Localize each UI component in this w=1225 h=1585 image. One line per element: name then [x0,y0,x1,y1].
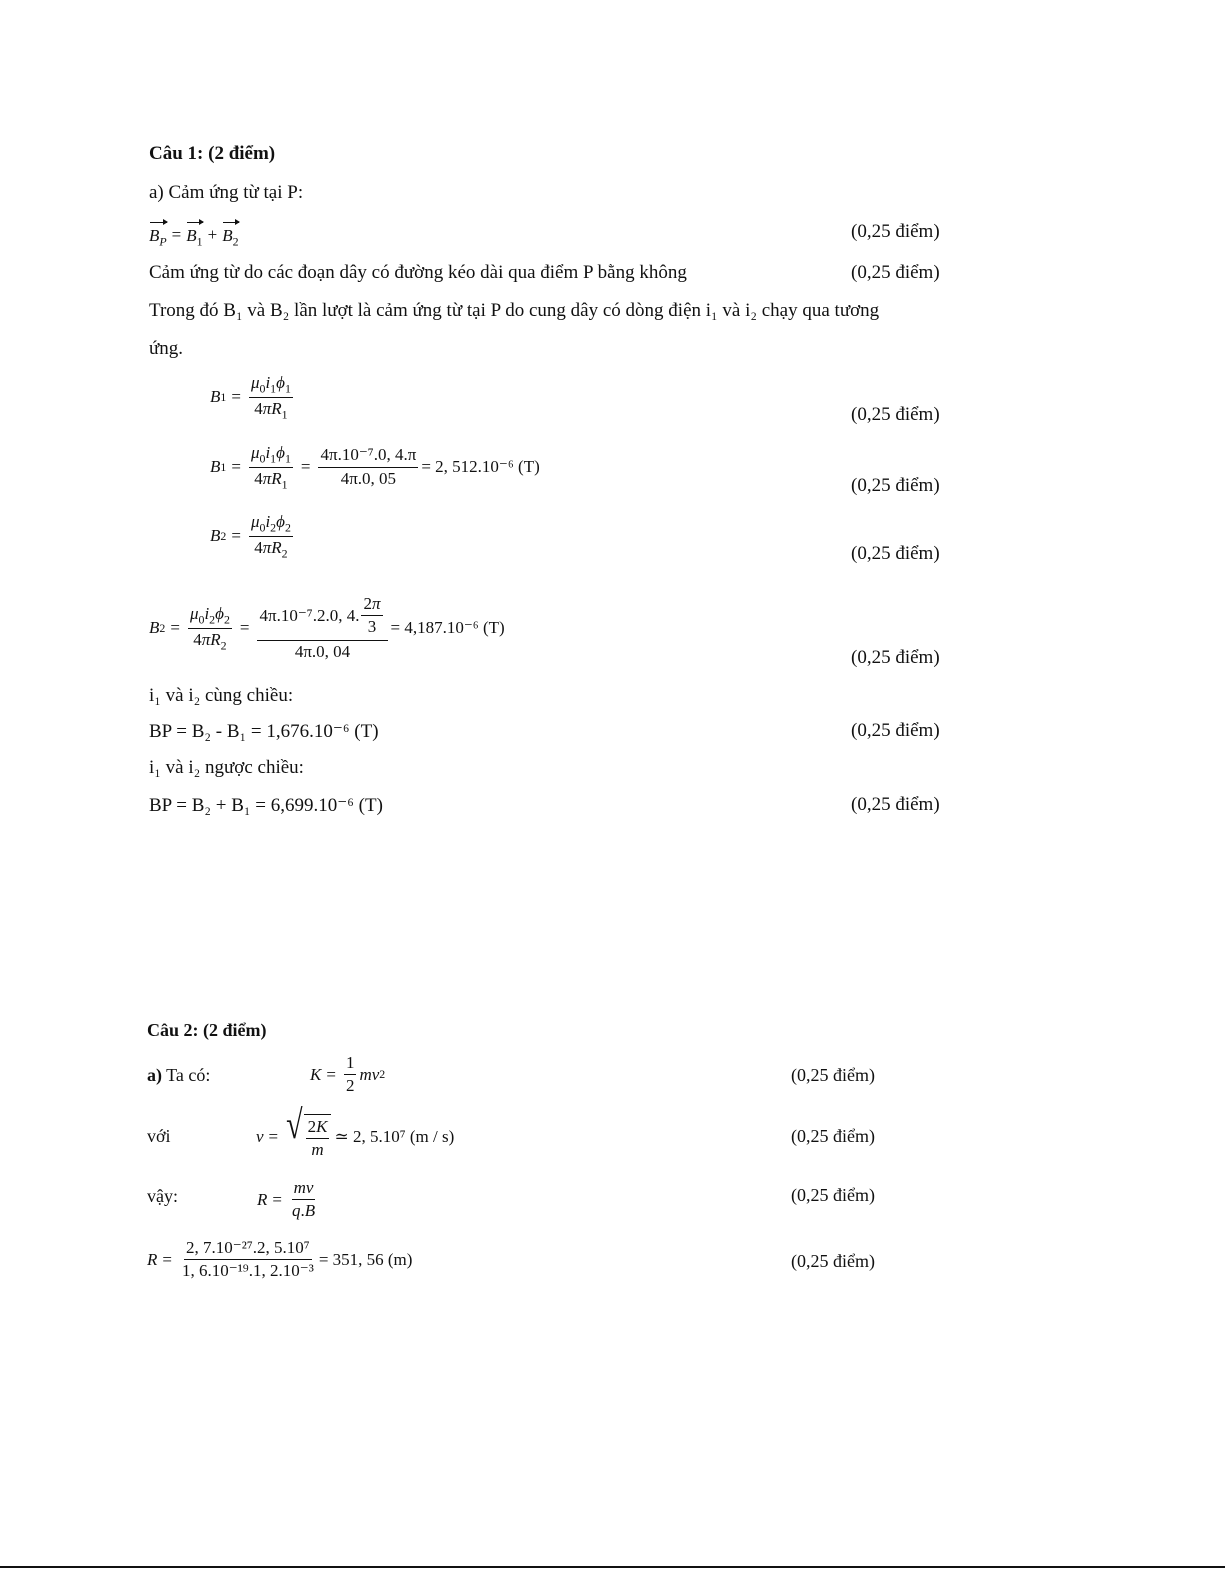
eq-b1-formula: B 1 = $\frac{\mu_0i_1\phi_1}{4\pi R_1}$ [210,373,291,422]
score-3: (0,25 điểm) [851,404,940,425]
eq-radius-value: R = $\frac{\text{2, 7.10⁻²⁷.2, 5.10⁷}}{\text{1, 6.10⁻¹⁹.1, 2.10⁻³}}$ = 351, 56 (m) [147,1238,413,1281]
eq-b2-formula: B 2 = $\frac{\mu_0i_2\phi_2}{4\pi R_2}$ [210,512,291,561]
q2-part-a-letter: a) [147,1065,162,1085]
score-6: (0,25 điểm) [851,647,940,668]
score-8: (0,25 điểm) [851,794,940,815]
q1-bp-same: BP = B₂ - B₁ = 1,676.10⁻⁶ (T) [149,721,379,742]
q1-same-direction: i₁ và i₂ cùng chiều: [149,685,294,706]
q1-heading: Câu 1: (2 điểm) [149,143,276,164]
score-4: (0,25 điểm) [851,475,940,496]
score-1: (0,25 điểm) [851,221,940,242]
eq-radius-formula: R = $\frac{mv}{q.B}$ [257,1178,316,1221]
eq-b1-value-denominator: 4π.0, 05 [340,468,397,488]
q2-part-a [147,1065,210,1086]
q1-trong-do-line: Trong đó B₁ và B₂ lần lượt là cảm ứng từ tại P do cung dây có dòng điện i₁ và i₂ chạy qua tương [149,300,880,321]
q1-opposite-direction: i₁ và i₂ ngược chiều: [149,757,304,778]
score-7: (0,25 điểm) [851,720,940,741]
eq-b2-value-numerator: 4π.10⁻⁷.2.0, 4. [259,605,360,625]
q2-vay: vậy: [147,1186,178,1206]
score-11: (0,25 điểm) [791,1185,875,1205]
page-bottom-border [0,1566,1225,1568]
eq-b2-value: B 2 = $\frac{\mu_0i_2\phi_2}{4\pi R_2}$ = 4π.10⁻⁷.2.0, 4. $\frac{2\pi}{3}$ 4π.0, 04 = 4,187.10⁻⁶ (T) [149,594,505,661]
q2-voi: với [147,1126,171,1146]
eq-velocity-result: ≃ 2, 5.10⁷ (m / s) [334,1127,455,1147]
q1-ung-line: ứng. [149,338,184,359]
eq-radius-denominator: 1, 6.10⁻¹⁹.1, 2.10⁻³ [181,1261,314,1281]
eq-b1-result: = 2, 512.10⁻⁶ (T) [421,457,540,477]
score-10: (0,25 điểm) [791,1126,875,1146]
eq-b2-result: = 4,187.10⁻⁶ (T) [390,618,505,638]
eq-b1-value-numerator: 4π.10⁻⁷.0, 4.π [318,445,418,467]
eq-b2-value-denominator: 4π.0, 04 [294,641,351,661]
eq-vector-bp: $B_P$ = $B_1$ + $B_2$ [149,220,239,249]
q2-ta-co: Ta có: [162,1065,211,1085]
eq-radius-result: = 351, 56 (m) [318,1249,413,1269]
eq-velocity: v = √ $\frac{2K}{m}$ ≃ 2, 5.10⁷ (m / s) [256,1103,455,1160]
q2-heading: Câu 2: (2 điểm) [147,1020,267,1040]
score-5: (0,25 điểm) [851,543,940,564]
score-12: (0,25 điểm) [791,1251,875,1271]
eq-radius-numerator: 2, 7.10⁻²⁷.2, 5.10⁷ [184,1238,312,1260]
q1-zero-line: Cảm ứng từ do các đoạn dây có đường kéo dài qua điểm P bằng không [149,262,687,283]
q1-part-a-label: a) Cảm ứng từ tại P: [149,182,304,203]
score-9: (0,25 điểm) [791,1065,875,1085]
eq-b1-value: B 1 = $\frac{\mu_0i_1\phi_1}{4\pi R_1}$ = $\frac{\text{4π.10⁻⁷.0, 4.π}}{4\pi.0, 05}$ = 2, 512.10⁻⁶ (T) [210,443,540,492]
eq-kinetic-energy: K = $\frac{1}{2}$ mv 2 [310,1053,386,1096]
q1-bp-opposite: BP = B₂ + B₁ = 6,699.10⁻⁶ (T) [149,795,383,816]
score-2: (0,25 điểm) [851,262,940,283]
